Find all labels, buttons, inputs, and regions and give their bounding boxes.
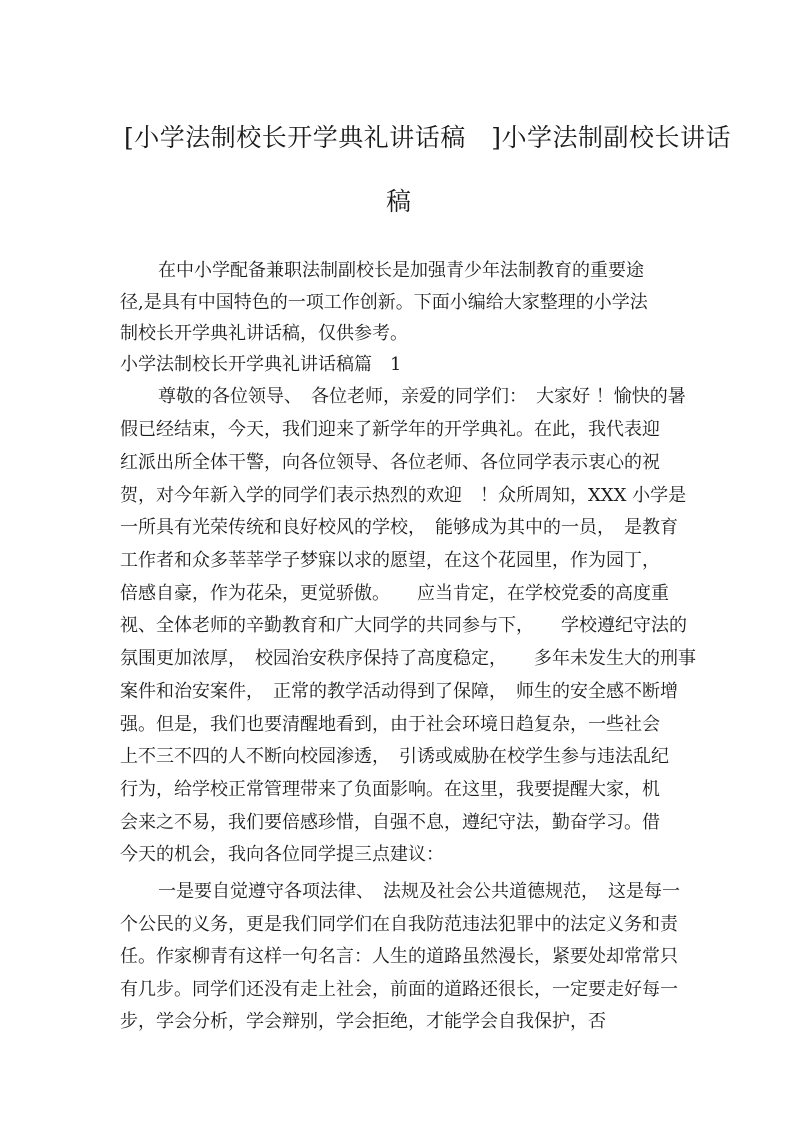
paragraph1-line: 案件和治安案件， 正常的教学活动得到了保障， 师生的安全感不断增 bbox=[120, 681, 678, 702]
document-title-line-1: [小学法制校长开学典礼讲话稿 ]小学法制副校长讲话 bbox=[124, 123, 732, 152]
paragraph2-line: 步，学会分析，学会辩别，学会拒绝，才能学会自我保护，否 bbox=[120, 1011, 606, 1032]
paragraph1-line: 尊敬的各位领导、 各位老师，亲爱的同学们： 大家好 ！愉快的暑 bbox=[158, 386, 686, 407]
paragraph1-line: 红派出所全体干警，向各位领导、各位老师、各位同学表示衷心的祝 bbox=[120, 452, 660, 473]
paragraph2-line: 个公民的义务，更是我们同学们在自我防范违法犯罪中的法定义务和责 bbox=[120, 914, 678, 935]
document-title-line-2: 稿 bbox=[386, 187, 412, 216]
paragraph1-line: 上不三不四的人不断向校园渗透， 引诱或威胁在校学生参与违法乱纪 bbox=[120, 746, 669, 767]
paragraph1-line: 视、全体老师的辛勤教育和广大同学的共同参与下， 学校遵纪守法的 bbox=[120, 615, 687, 636]
paragraph1-line: 行为，给学校正常管理带来了负面影响。在这里，我要提醒大家，机 bbox=[120, 779, 660, 800]
paragraph1-line: 今天的机会，我向各位同学提三点建议： bbox=[120, 844, 444, 865]
paragraph1-line: 强。但是，我们也要清醒地看到，由于社会环境日趋复杂，一些社会 bbox=[120, 714, 660, 735]
paragraph1-line: 工作者和众多莘莘学子梦寐以求的愿望，在这个花园里，作为园丁， bbox=[120, 550, 660, 571]
paragraph2-line: 任。作家柳青有这样一句名言：人生的道路虽然漫长，紧要处却常常只 bbox=[120, 946, 678, 967]
paragraph1-line: 贺，对今年新入学的同学们表示热烈的欢迎 ！众所周知，XXX 小学是 bbox=[120, 485, 687, 506]
section-heading: 小学法制校长开学典礼讲话稿篇 1 bbox=[120, 354, 402, 375]
paragraph1-line: 假已经结束，今天，我们迎来了新学年的开学典礼。在此，我代表迎 bbox=[120, 419, 660, 440]
paragraph1-line: 氛围更加浓厚， 校园治安秩序保持了高度稳定， 多年未发生大的刑事 bbox=[120, 648, 696, 669]
paragraph1-line: 会来之不易，我们要倍感珍惜，自强不息，遵纪守法，勤奋学习。借 bbox=[120, 812, 660, 833]
intro-line: 径,是具有中国特色的一项工作创新。下面小编给大家整理的小学法 bbox=[120, 292, 648, 313]
paragraph1-line: 一所具有光荣传统和良好校风的学校， 能够成为其中的一员， 是教育 bbox=[120, 517, 678, 538]
paragraph2-line: 一是要自觉遵守各项法律、 法规及社会公共道德规范， 这是每一 bbox=[158, 881, 680, 902]
paragraph2-line: 有几步。同学们还没有走上社会，前面的道路还很长，一定要走好每一 bbox=[120, 979, 678, 1000]
intro-line: 在中小学配备兼职法制副校长是加强青少年法制教育的重要途 bbox=[158, 260, 644, 281]
paragraph1-line: 倍感自豪，作为花朵，更觉骄傲。 应当肯定，在学校党委的高度重 bbox=[120, 583, 669, 604]
intro-line: 制校长开学典礼讲话稿，仅供参考。 bbox=[120, 323, 408, 344]
